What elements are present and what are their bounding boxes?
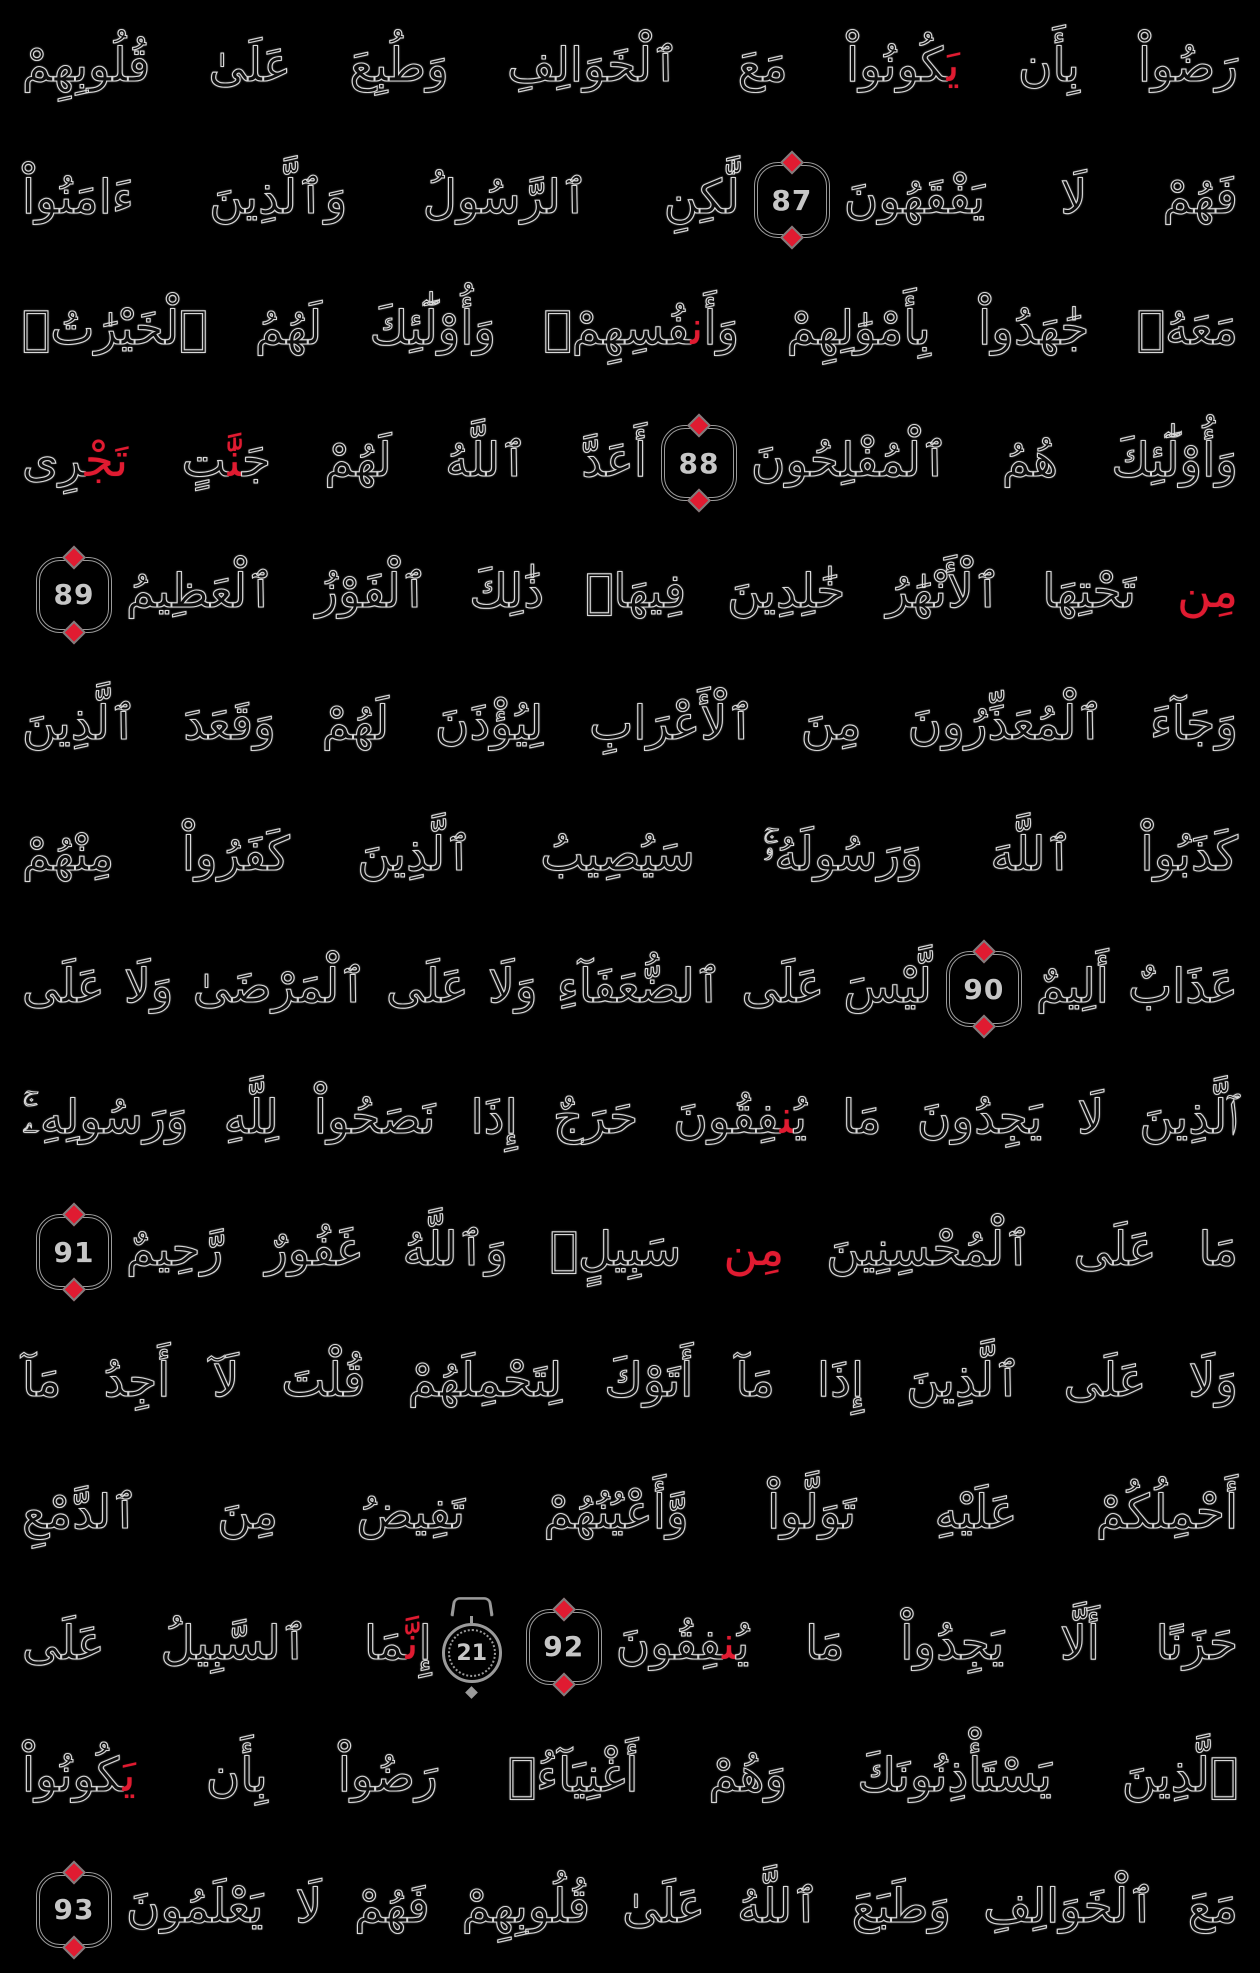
- ayah-text-segment: تَحْتِهَا ٱلْأَنْهَٰرُ خَٰلِدِينَ فِيهَاۚ ذَٰلِكَ ٱلْفَوْزُ ٱلْعَظِيمُ: [126, 564, 1178, 619]
- verse-end-medallion-89: [36, 557, 112, 633]
- ayah-text-segment: ٱلَّذِينَ لَا يَجِدُونَ مَا يُ‍: [793, 1090, 1238, 1145]
- mushaf-line-2: [0, 132, 1260, 264]
- mushaf-line-13: [0, 1578, 1260, 1710]
- ayah-text-segment: وَأُوْلَٰٓئِكَ هُمُ ٱلْمُفْلِحُونَ: [750, 432, 1239, 488]
- ayah-text-segment: أَحْمِلُكُمْ عَلَيْهِ تَوَلَّواْ وَّأَعْيُنُهُمْ تَفِيضُ مِنَ ٱلدَّمْعِ: [22, 1484, 1238, 1540]
- hizb-marker: [442, 1596, 502, 1697]
- verse-number: 93: [53, 1893, 95, 1926]
- tajweed-red-segment: مِن: [1177, 564, 1238, 619]
- mushaf-line-14: [0, 1710, 1260, 1842]
- tajweed-red-segment: يَ‍: [946, 38, 960, 93]
- verse-number: 92: [543, 1630, 585, 1663]
- ayah-text-segment: رَضُواْ بِأَن: [959, 38, 1238, 93]
- ayah-text-segment: إِ: [418, 1616, 432, 1671]
- ayah-text-segment: عَذَابٌ أَلِيمٌ: [1035, 958, 1238, 1014]
- tajweed-red-segment: ‍نَّٰ‍: [227, 432, 242, 488]
- ayah-text-segment: ‍فِقُونَ: [615, 1616, 723, 1671]
- ayah-text-segment: ‍فِقُونَ حَرَجٌ إِذَا نَصَحُواْ لِلَّهِ وَرَسُولِهِۦۚ: [22, 1090, 780, 1145]
- mushaf-line-4: [0, 395, 1260, 527]
- ayah-text-segment: لَّيْسَ عَلَى ٱلضُّعَفَآءِ وَلَا عَلَى ٱلْمَرْضَىٰ وَلَا عَلَى: [22, 958, 932, 1014]
- ayah-text-segment: كَذَبُواْ ٱللَّهَ وَرَسُولَهُۥۚ سَيُصِيبُ ٱلَّذِينَ كَفَرُواْ مِنْهُمْ: [22, 827, 1238, 882]
- verse-number: 87: [771, 183, 813, 217]
- mushaf-line-5: [0, 526, 1260, 658]
- mushaf-line-11: [0, 1315, 1260, 1447]
- mushaf-line-9: [0, 1052, 1260, 1184]
- verse-end-medallion-90: [946, 951, 1022, 1027]
- ayah-text-segment: ‍كُونُواْ مَعَ ٱلْخَوَالِفِ وَطُبِعَ عَلَىٰ قُلُوبِهِمْ: [22, 38, 947, 93]
- verse-number: 90: [963, 972, 1005, 1006]
- ayah-text-segment: سَبِيلٍۚ وَٱللَّهُ غَفُورٌ رَّحِيمٌ: [126, 1221, 724, 1277]
- mushaf-line-6: [0, 658, 1260, 790]
- verse-end-medallion-87: [754, 162, 830, 238]
- verse-end-medallion-93: [36, 1872, 112, 1948]
- hizb-rosette: [442, 1623, 502, 1683]
- ayah-text-segment: وَجَآءَ ٱلْمُعَذِّرُونَ مِنَ ٱلْأَعْرَابِ لِيُؤْذَنَ لَهُمْ وَقَعَدَ ٱلَّذِينَ: [22, 695, 1238, 751]
- verse-end-medallion-91: [36, 1214, 112, 1290]
- ayah-text-segment: ‍فُسِهِمْۚ وَأُوْلَٰٓئِكَ لَهُمُ ٱلْخَيْرَٰتُۖ: [22, 301, 691, 356]
- mushaf-line-7: [0, 789, 1260, 921]
- tajweed-red-segment: ‍ن‍: [779, 1090, 794, 1145]
- tajweed-red-segment: ن‍: [690, 301, 704, 356]
- verse-end-medallion-92: [526, 1609, 602, 1685]
- hizb-crown-ornament: [450, 1597, 493, 1616]
- ayah-text-segment: أَعَدَّ ٱللَّهُ لَهُمْ جَ‍: [241, 432, 647, 488]
- hizb-stem-ornament: [470, 1616, 473, 1623]
- verse-number: 89: [53, 578, 95, 611]
- ayah-text-segment: ‍مَا ٱلسَّبِيلُ عَلَى: [22, 1616, 406, 1671]
- ayah-text-segment: حَزَنًا أَلَّا يَجِدُواْ مَا يُ‍: [736, 1616, 1238, 1671]
- tajweed-red-segment: ‍ن‍: [722, 1616, 737, 1671]
- mushaf-line-12: [0, 1447, 1260, 1579]
- tajweed-red-segment: نَّ‍: [405, 1616, 419, 1671]
- verse-number: 91: [53, 1235, 95, 1269]
- verse-number: 88: [678, 446, 720, 480]
- mushaf-line-1: [0, 0, 1260, 132]
- mushaf-line-10: [0, 1184, 1260, 1316]
- ayah-text-segment: ٱلَّذِينَ يَسْتَأْذِنُونَكَ وَهُمْ أَغْنِيَآءُۚ رَضُواْ بِأَن: [135, 1747, 1238, 1803]
- ayah-text-segment: فَهُمْ لَا يَفْقَهُونَ: [843, 169, 1239, 225]
- mushaf-line-8: [0, 921, 1260, 1053]
- hizb-finial-ornament: [465, 1686, 478, 1699]
- ayah-text-segment: ‍رِى: [22, 432, 85, 488]
- ayah-text-segment: مَعَ ٱلْخَوَالِفِ وَطَبَعَ ٱللَّهُ عَلَىٰ قُلُوبِهِمْ فَهُمْ لَا يَعْلَمُونَ: [126, 1879, 1238, 1934]
- verse-end-medallion-88: [661, 425, 737, 501]
- ayah-text-segment: وَلَا عَلَى ٱلَّذِينَ إِذَا مَآ أَتَوْكَ لِتَحْمِلَهُمْ قُلْتَ لَآ أَجِدُ مَآ: [22, 1353, 1238, 1408]
- hizb-number: 21: [456, 1640, 488, 1666]
- tajweed-red-segment: يَ‍: [122, 1747, 136, 1803]
- ayah-text-segment: ‍كُونُواْ: [22, 1747, 123, 1803]
- ayah-text-segment: مَا عَلَى ٱلْمُحْسِنِينَ: [784, 1221, 1238, 1277]
- mushaf-line-3: [0, 263, 1260, 395]
- ayah-text-segment: مَعَهُۥ جَٰهَدُواْ بِأَمْوَٰلِهِمْ وَأَ: [703, 301, 1238, 356]
- ayah-text-segment: لَّٰكِنِ ٱلرَّسُولُ وَٱلَّذِينَ ءَامَنُواْ: [22, 169, 740, 225]
- tajweed-red-segment: تَجْ‍: [84, 432, 129, 488]
- ayah-text-segment: ‍تٍ: [128, 432, 228, 488]
- tajweed-red-segment: مِن: [723, 1221, 785, 1277]
- mushaf-line-15: [0, 1841, 1260, 1973]
